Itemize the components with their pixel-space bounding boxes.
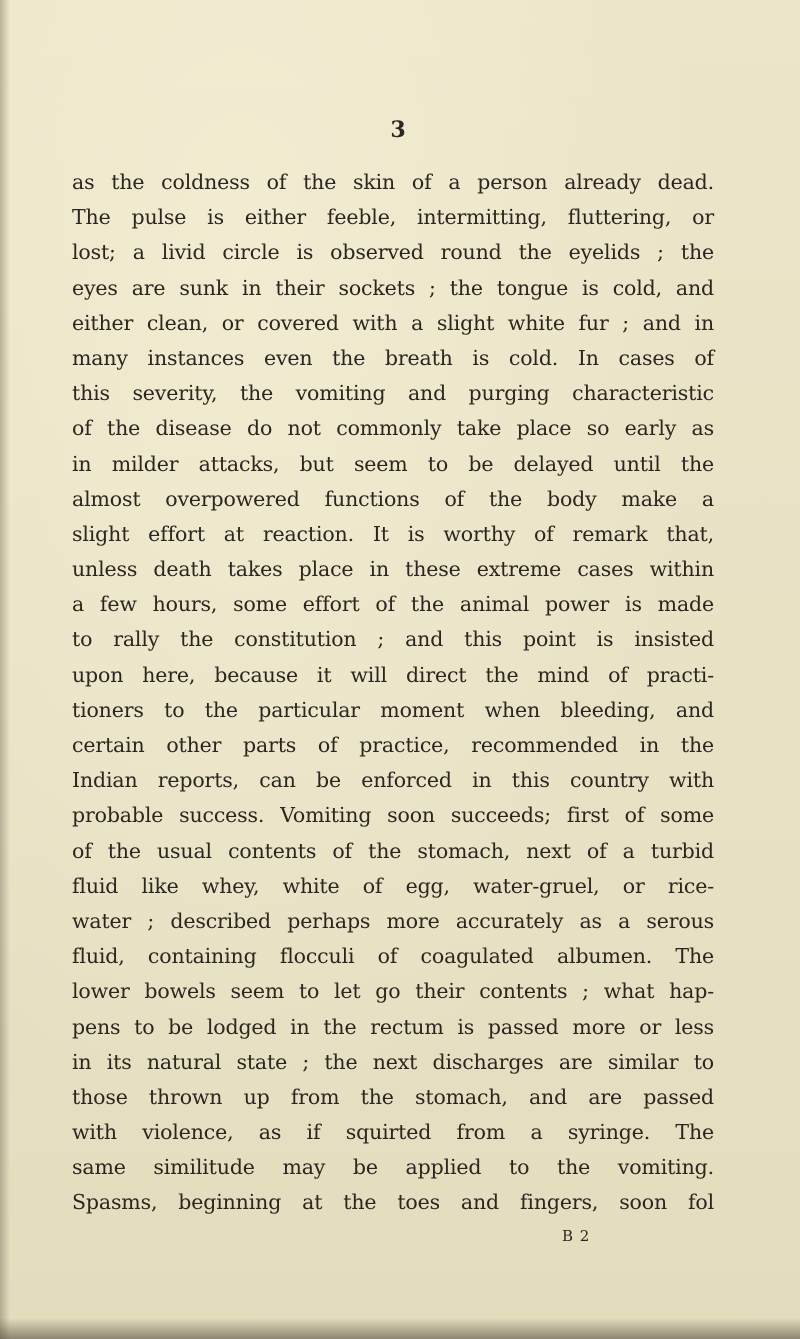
text-line: as the coldness of the skin of a person already dead. (72, 170, 714, 194)
text-line: many instances even the breath is cold. In cases of (72, 345, 714, 370)
text-line: in its natural state ; the next discharges are similar to (72, 1049, 714, 1074)
text-line: eyes are sunk in their sockets ; the tongue is cold, and (72, 275, 714, 300)
text-line: to rally the constitution ; and this point is insisted (72, 627, 714, 652)
text-line: almost overpowered functions of the body make a (72, 486, 714, 511)
page-number: 3 (390, 117, 406, 143)
text-line: a few hours, some effort of the animal power is made (72, 592, 714, 617)
page-bottom-edge (0, 1318, 800, 1339)
signature-mark: B 2 (562, 1227, 591, 1245)
text-line: those thrown up from the stomach, and are passed (72, 1084, 714, 1109)
text-line: in milder attacks, but seem to be delayed until the (72, 451, 714, 476)
text-line: Indian reports, can be enforced in this country with (72, 768, 714, 793)
text-line: this severity, the vomiting and purging characteristic (72, 381, 714, 406)
binding-shadow (0, 0, 10, 1339)
text-line: of the usual contents of the stomach, next of a turbid (72, 838, 714, 863)
text-line: water ; described perhaps more accurately as a serous (72, 908, 714, 933)
text-line: slight effort at reaction. It is worthy of remark that, (72, 521, 714, 546)
text-line: either clean, or covered with a slight white fur ; and in (72, 310, 714, 335)
text-line: of the disease do not commonly take place so early as (72, 416, 714, 441)
text-line: The pulse is either feeble, intermitting, fluttering, or (72, 205, 714, 230)
text-line: tioners to the particular moment when bleeding, and (72, 697, 714, 722)
text-line: unless death takes place in these extreme cases within (72, 557, 714, 582)
text-line: fluid, containing flocculi of coagulated albumen. The (72, 944, 714, 969)
body-text (72, 165, 714, 1221)
text-line: probable success. Vomiting soon succeeds; first of some (72, 803, 714, 828)
text-line: lower bowels seem to let go their contents ; what hap- (72, 979, 714, 1004)
text-line: pens to be lodged in the rectum is passed more or less (72, 1014, 714, 1039)
text-line: upon here, because it will direct the mind of practi- (72, 662, 714, 687)
text-line: lost; a livid circle is observed round the eyelids ; the (72, 240, 714, 265)
text-line: same similitude may be applied to the vomiting. (72, 1155, 714, 1180)
text-line: with violence, as if squirted from a syringe. The (72, 1120, 714, 1145)
text-line: certain other parts of practice, recommended in the (72, 733, 714, 757)
text-line: Spasms, beginning at the toes and fingers, soon fol (72, 1190, 714, 1215)
text-line: fluid like whey, white of egg, water-gruel, or rice- (72, 873, 714, 898)
